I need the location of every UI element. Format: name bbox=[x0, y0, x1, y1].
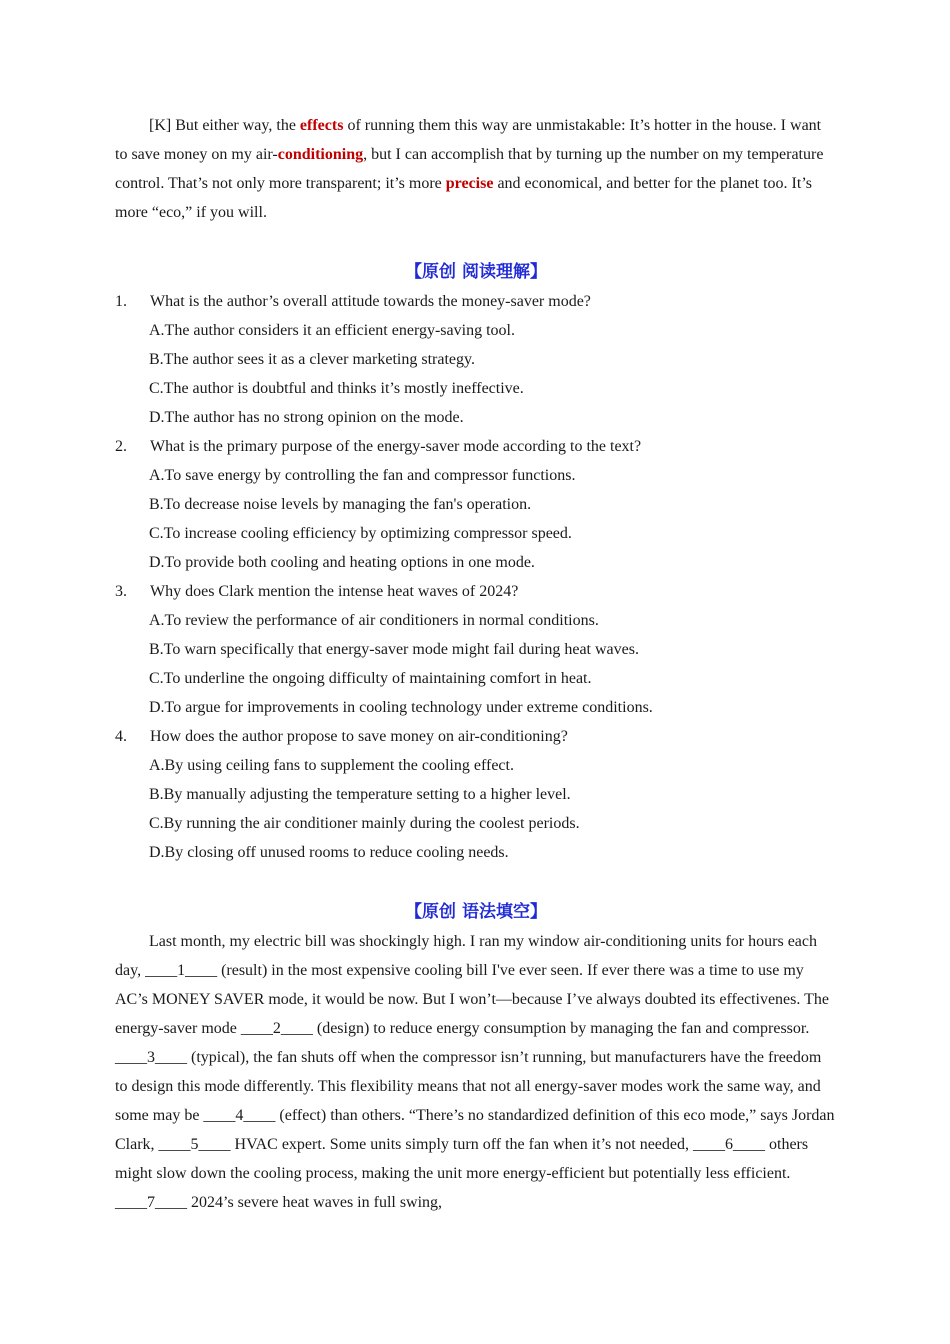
question-2 bbox=[115, 432, 837, 461]
highlight-word-conditioning: conditioning bbox=[277, 146, 364, 163]
answer-option: B.The author sees it as a clever marketing strategy. bbox=[149, 351, 475, 368]
question-text: Why does Clark mention the intense heat waves of 2024? bbox=[150, 583, 519, 600]
question-4 bbox=[115, 722, 837, 751]
answer-option: A.By using ceiling fans to supplement the cooling effect. bbox=[149, 757, 514, 774]
question-number: 4. bbox=[115, 728, 127, 745]
question-number: 3. bbox=[115, 583, 127, 600]
question-number: 2. bbox=[115, 438, 127, 455]
passage-text: , but I can accomplish that by turning up the number on my temperature control. That’s not only more transparent; it’s more bbox=[115, 146, 824, 192]
answer-option: D.By closing off unused rooms to reduce cooling needs. bbox=[149, 844, 509, 861]
answer-option: C.To underline the ongoing difficulty of maintaining comfort in heat. bbox=[149, 670, 592, 687]
answer-option: D.To argue for improvements in cooling technology under extreme conditions. bbox=[149, 699, 653, 716]
reading-questions bbox=[115, 287, 837, 867]
answer-option: B.To warn specifically that energy-saver mode might fail during heat waves. bbox=[149, 641, 639, 658]
answer-option: D.The author has no strong opinion on the mode. bbox=[149, 409, 464, 426]
highlight-word-effects: effects bbox=[299, 117, 344, 134]
passage-text: and economical, and better for the planet too. It’s more “eco,” if you will. bbox=[115, 175, 812, 221]
answer-option: D.To provide both cooling and heating options in one mode. bbox=[149, 554, 535, 571]
highlight-word-precise: precise bbox=[445, 175, 494, 192]
answer-option: C.To increase cooling efficiency by optimizing compressor speed. bbox=[149, 525, 572, 542]
answer-option: A.To save energy by controlling the fan and compressor functions. bbox=[149, 467, 576, 484]
grammar-section-heading: 【原创 语法填空】 bbox=[405, 902, 547, 922]
answer-option: C.By running the air conditioner mainly during the coolest periods. bbox=[149, 815, 580, 832]
answer-option: B.To decrease noise levels by managing the fan's operation. bbox=[149, 496, 532, 513]
answer-option: A.To review the performance of air conditioners in normal conditions. bbox=[149, 612, 599, 629]
reading-section-heading: 【原创 阅读理解】 bbox=[405, 262, 547, 282]
answer-option: B.By manually adjusting the temperature setting to a higher level. bbox=[149, 786, 571, 803]
passage-text: of running them this way are unmistakable: It’s hotter in the house. I want to save money on my air- bbox=[115, 117, 822, 163]
grammar-paragraph: Last month, my electric bill was shockingly high. I ran my window air-conditioning units for hours each day, ____1____ (result) in the most expensive cooling bill I've ever seen. If ever there was a time to use my AC’s MONEY SAVER mode, it would be now. But I won’t—because I’ve always doubted its effectivenes. The energy-saver mode ____2____ (design) to reduce energy consumption by managing the fan and compressor. ____3____ (typical), the fan shuts off when the compressor isn’t running, but manufacturers have the freedom to design this mode differently. This flexibility means that not all energy-saver modes work the same way, and some may be ____4____ (effect) than others. “There’s no standardized definition of this eco mode,” says Jordan Clark, ____5____ HVAC expert. Some units simply turn off the fan when it’s not needed, ____6____ others might slow down the cooling process, making the unit more energy-efficient but potentially less efficient. ____7____ 2024’s severe heat waves in full swing, bbox=[115, 933, 835, 1211]
question-text: What is the author’s overall attitude towards the money-saver mode? bbox=[150, 293, 591, 310]
question-text: How does the author propose to save money on air-conditioning? bbox=[150, 728, 568, 745]
question-3 bbox=[115, 577, 837, 606]
answer-option: C.The author is doubtful and thinks it’s mostly ineffective. bbox=[149, 380, 524, 397]
question-number: 1. bbox=[115, 293, 127, 310]
answer-option: A.The author considers it an efficient energy-saving tool. bbox=[149, 322, 515, 339]
passage-text: [K] But either way, the bbox=[149, 117, 300, 134]
question-text: What is the primary purpose of the energy-saver mode according to the text? bbox=[150, 438, 642, 455]
question-1 bbox=[115, 287, 837, 316]
document-content bbox=[115, 111, 837, 1217]
passage-k-paragraph bbox=[115, 111, 837, 227]
